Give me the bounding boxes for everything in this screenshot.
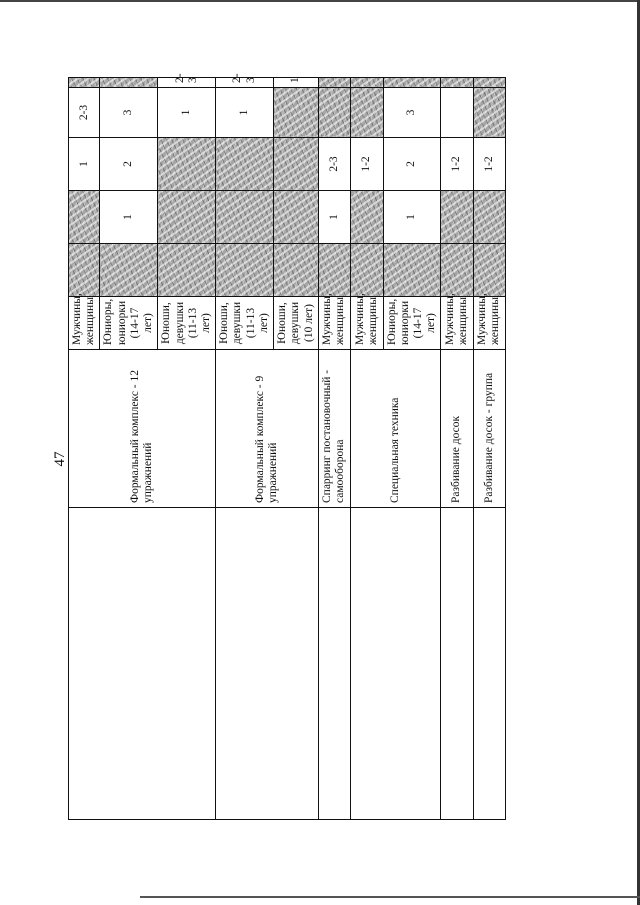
shaded-cell	[69, 191, 100, 244]
blank-cell	[441, 508, 473, 820]
scan-edge-top	[0, 0, 640, 2]
shaded-cell	[158, 138, 216, 191]
shaded-cell	[274, 244, 319, 297]
table-row	[69, 78, 100, 820]
table-frame	[68, 73, 502, 820]
shaded-cell	[473, 244, 505, 297]
shaded-cell	[158, 191, 216, 244]
shaded-cell	[318, 88, 350, 138]
shaded-cell	[318, 244, 350, 297]
value-cell: 2-3	[216, 78, 274, 88]
blank-cell	[351, 508, 441, 820]
category-cell: Мужчины, женщины	[473, 297, 505, 350]
value-cell: 3	[100, 88, 158, 138]
table-body	[69, 73, 506, 820]
value-cell: 1	[158, 88, 216, 138]
discipline-cell: Формальный комплекс - 12 упражнений	[69, 350, 216, 508]
value-cell: 2	[100, 138, 158, 191]
value-cell: 1	[318, 191, 350, 244]
scan-edge-bottom	[140, 896, 640, 898]
table-row	[473, 78, 505, 820]
blank-cell	[69, 508, 216, 820]
shaded-cell	[318, 78, 350, 88]
shaded-cell	[383, 244, 441, 297]
shaded-cell	[69, 78, 100, 88]
value-cell: 1	[274, 78, 319, 88]
value-cell: 1-2	[473, 138, 505, 191]
blank-cell	[473, 508, 505, 820]
value-cell: 1	[216, 88, 274, 138]
shaded-cell	[383, 78, 441, 88]
value-cell: 2	[383, 138, 441, 191]
shaded-cell	[274, 88, 319, 138]
shaded-cell	[100, 244, 158, 297]
shaded-cell	[351, 191, 383, 244]
shaded-cell	[441, 78, 473, 88]
shaded-cell	[216, 191, 274, 244]
category-cell: Юноши, девушки (10 лет)	[274, 297, 319, 350]
rotated-table-wrapper	[68, 73, 502, 820]
value-cell: 1	[383, 191, 441, 244]
blank-cell	[318, 508, 350, 820]
category-cell: Юноши, девушки (11-13 лет)	[216, 297, 274, 350]
blank-cell	[216, 508, 319, 820]
shaded-cell	[274, 191, 319, 244]
category-cell: Юноши, девушки (11-13 лет)	[158, 297, 216, 350]
category-cell: Мужчины, женщины	[441, 297, 473, 350]
value-cell: 1	[69, 138, 100, 191]
category-cell: Мужчины, женщины	[318, 297, 350, 350]
category-cell: Мужчины, женщины	[351, 297, 383, 350]
shaded-cell	[473, 191, 505, 244]
value-cell	[441, 88, 473, 138]
value-cell: 2-3	[158, 78, 216, 88]
category-cell: Юниоры, юниорки (14-17 лет)	[383, 297, 441, 350]
category-cell: Мужчины, женщины	[69, 297, 100, 350]
shaded-cell	[274, 138, 319, 191]
shaded-cell	[441, 191, 473, 244]
discipline-cell: Разбивание досок - группа	[473, 350, 505, 508]
discipline-cell: Специальная техника	[351, 350, 441, 508]
value-cell: 1-2	[351, 138, 383, 191]
value-cell: 2-3	[318, 138, 350, 191]
shaded-cell	[473, 78, 505, 88]
discipline-cell: Спарринг постановочный - самооборона	[318, 350, 350, 508]
page-number: 47	[52, 451, 68, 467]
shaded-cell	[216, 244, 274, 297]
table-row	[351, 78, 383, 820]
category-cell: Юниоры, юниорки (14-17 лет)	[100, 297, 158, 350]
table-row	[216, 78, 274, 820]
shaded-cell	[473, 88, 505, 138]
discipline-cell: Разбивание досок	[441, 350, 473, 508]
ranking-table	[68, 73, 506, 820]
shaded-cell	[216, 138, 274, 191]
table-row	[318, 78, 350, 820]
shaded-cell	[351, 88, 383, 138]
value-cell: 1	[100, 191, 158, 244]
shaded-cell	[351, 78, 383, 88]
shaded-cell	[351, 244, 383, 297]
shaded-cell	[441, 244, 473, 297]
value-cell: 3	[383, 88, 441, 138]
shaded-cell	[100, 78, 158, 88]
shaded-cell	[69, 244, 100, 297]
table-row	[441, 78, 473, 820]
value-cell: 2-3	[69, 88, 100, 138]
shaded-cell	[158, 244, 216, 297]
discipline-cell: Формальный комплекс - 9 упражнений	[216, 350, 319, 508]
value-cell: 1-2	[441, 138, 473, 191]
